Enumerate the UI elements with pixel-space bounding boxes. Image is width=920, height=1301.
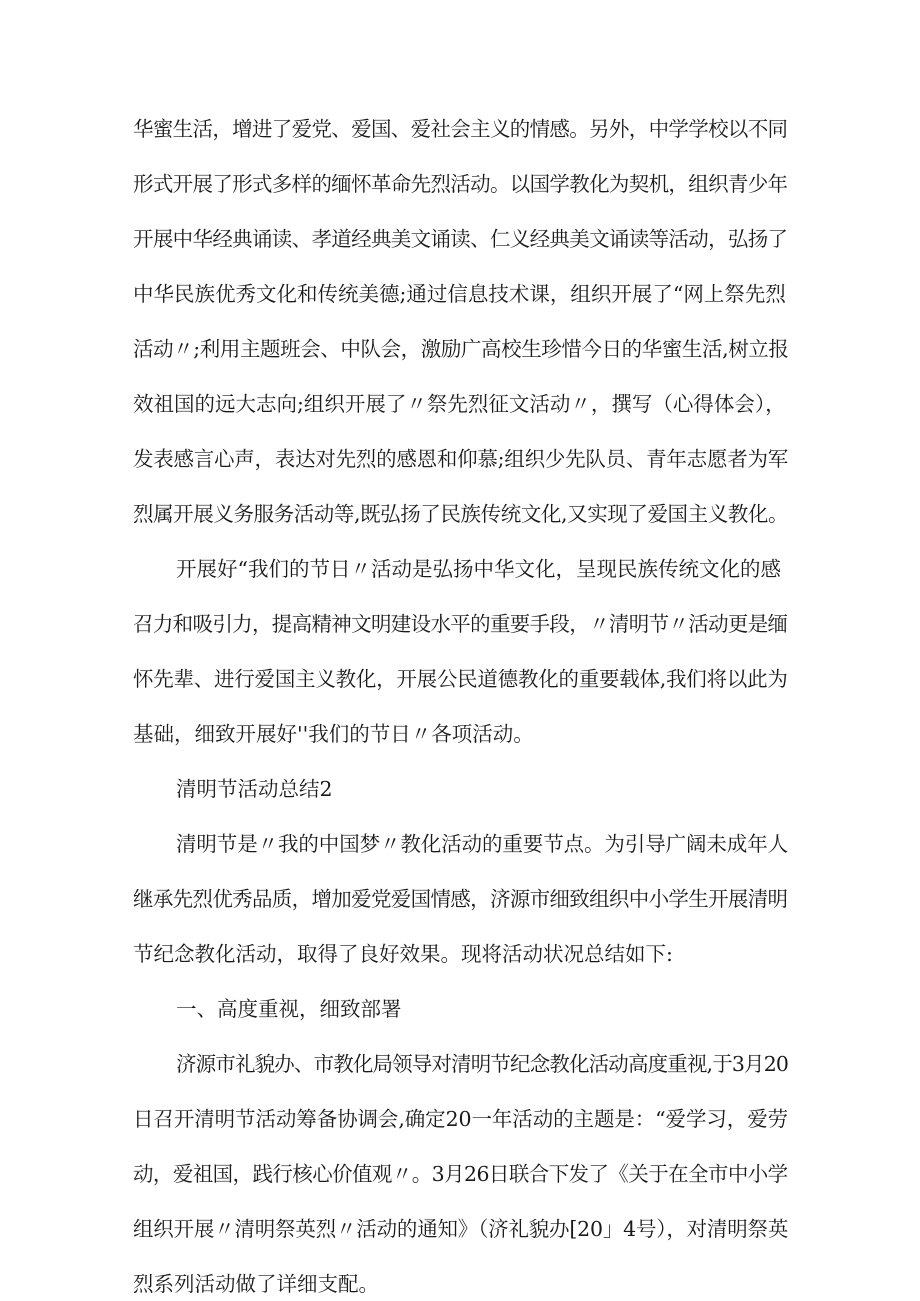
paragraph-3-line-2: 继承先烈优秀品质，增加爱党爱国情感，济源市细致组织中小学生开展清明: [133, 887, 788, 911]
paragraph-2-line-1: 开展好“我们的节日〃活动是弘扬中华文化，呈现民族传统文化的感: [176, 557, 781, 581]
paragraph-4-line-5: 烈系列活动做了详细支配。: [133, 1272, 379, 1296]
subsection-heading: 一、高度重视，细致部署: [176, 997, 402, 1021]
paragraph-1-line-5: 活动〃;利用主题班会、中队会，激励广高校生珍惜今日的华蜜生活,树立报: [133, 337, 789, 361]
paragraph-4-line-2: 日召开清明节活动筹备协调会,确定20一年活动的主题是：“爱学习，爱劳: [133, 1107, 789, 1131]
paragraph-1-line-7: 发表感言心声，表达对先烈的感恩和仰慕;组织少先队员、青年志愿者为军: [133, 447, 788, 471]
paragraph-1-line-3: 开展中华经典诵读、孝道经典美文诵读、仁义经典美文诵读等活动，弘扬了: [133, 227, 788, 251]
paragraph-1-line-8: 烈属开展义务服务活动等,既弘扬了民族传统文化,又实现了爱国主义教化。: [133, 502, 789, 526]
paragraph-2-line-2: 召力和吸引力，提高精神文明建设水平的重要手段，〃清明节〃活动更是缅: [133, 612, 788, 636]
paragraph-3-line-3: 节纪念教化活动，取得了良好效果。现将活动状况总结如下:: [133, 942, 673, 966]
paragraph-4-line-4: 组织开展〃清明祭英烈〃活动的通知》（济礼貌办[20」4号），对清明祭英: [133, 1217, 789, 1241]
paragraph-2-line-3: 怀先辈、进行爱国主义教化，开展公民道德教化的重要载体,我们将以此为: [133, 667, 788, 691]
paragraph-1-line-2: 形式开展了形式多样的缅怀革命先烈活动。以国学教化为契机，组织青少年: [133, 172, 788, 196]
paragraph-3-line-1: 清明节是〃我的中国梦〃教化活动的重要节点。为引导广阔未成年人: [176, 832, 788, 856]
paragraph-1-line-6: 效祖国的远大志向;组织开展了〃祭先烈征文活动〃，撰写（心得体会），: [133, 392, 786, 416]
paragraph-4-line-1: 济源市礼貌办、市教化局领导对清明节纪念教化活动高度重视,于3月20: [176, 1052, 789, 1076]
paragraph-1-line-1: 华蜜生活，增进了爱党、爱国、爱社会主义的情感。另外，中学学校以不同: [133, 117, 788, 141]
paragraph-1-line-4: 中华民族优秀文化和传统美德;通过信息技术课，组织开展了“网上祭先烈: [133, 282, 786, 306]
paragraph-4-line-3: 动，爱祖国，践行核心价值观〃。3月26日联合下发了《关于在全市中小学: [133, 1162, 788, 1186]
section-title: 清明节活动总结2: [176, 777, 333, 801]
paragraph-2-line-4: 基础，细致开展好''我们的节日〃各项活动。: [133, 722, 534, 746]
